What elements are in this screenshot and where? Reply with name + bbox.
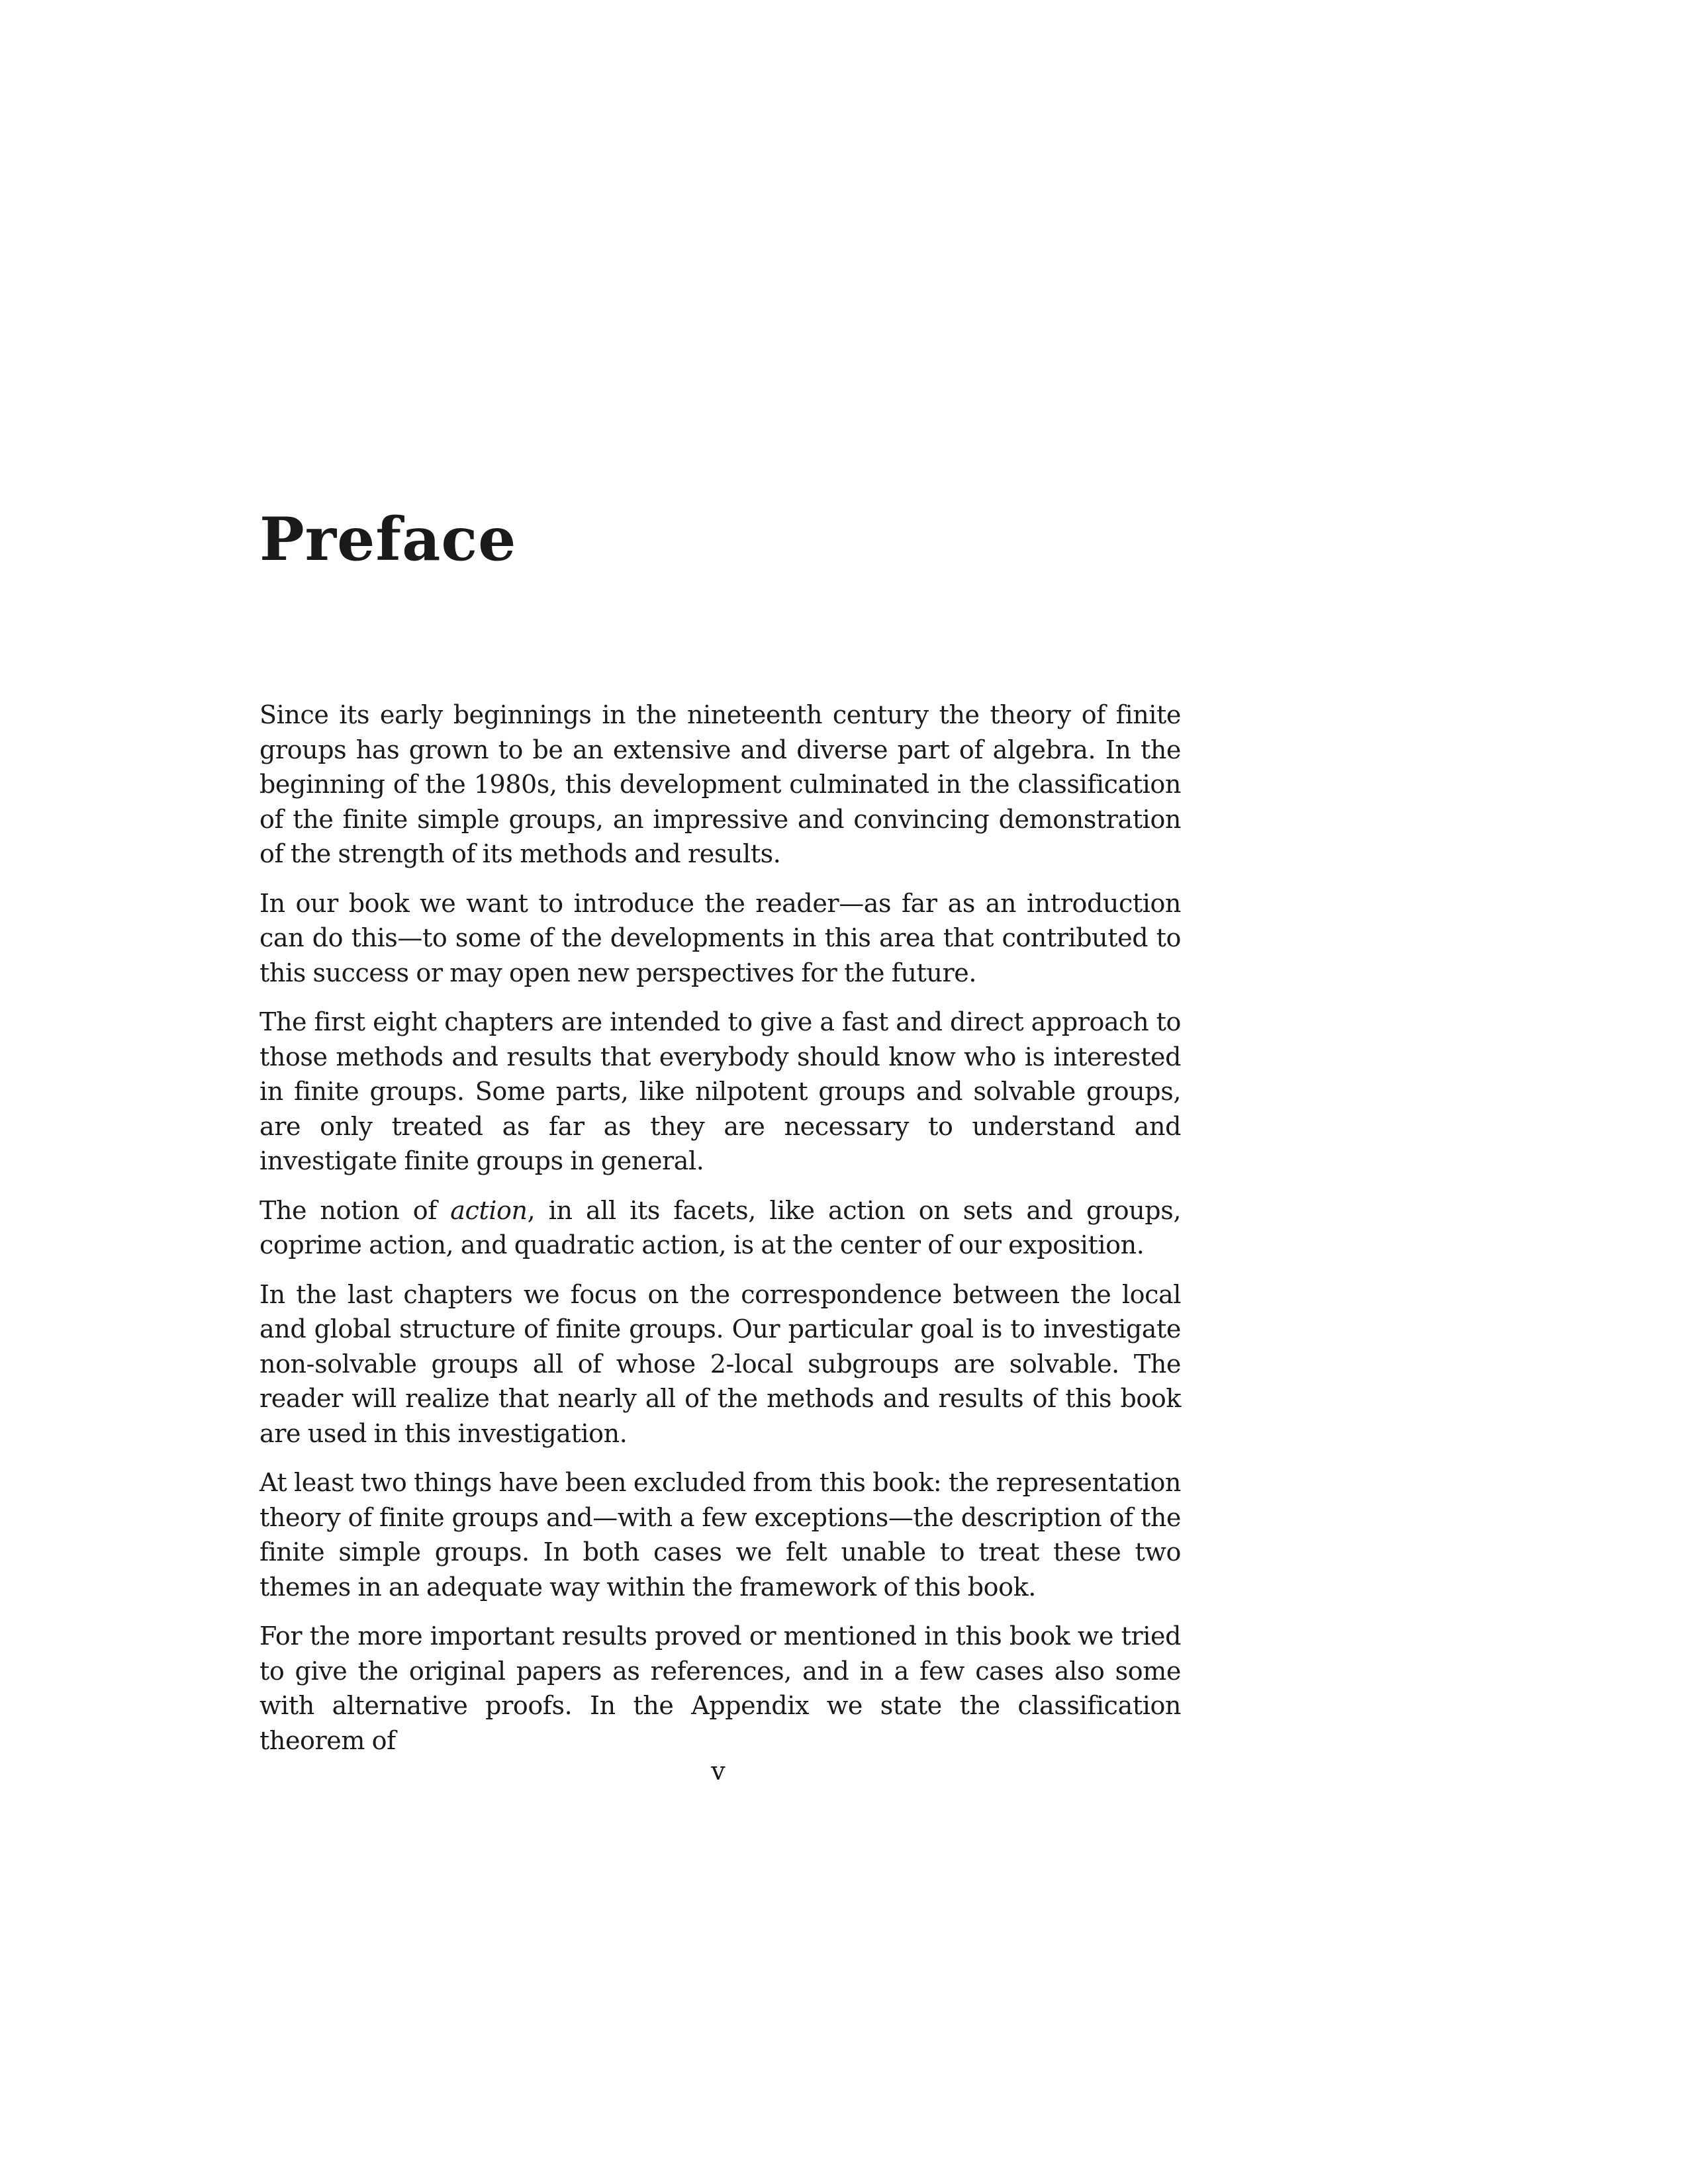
paragraph-1: Since its early beginnings in the nineteenth century the theory of finite groups has grown to be an extensive and diverse part of algebra. In the beginning of the 1980s, this development culminated in the classification of the finite simple groups, an impressive and convincing demonstration of the strength of its methods and results.	[259, 700, 1181, 868]
paragraph-3: The first eight chapters are intended to give a fast and direct approach to those methods and results that everybody should know who is interested in finite groups. Some parts, like nilpotent groups and solvable groups, are only treated as far as they are necessary to understand and investigate finite groups in general.	[259, 1007, 1181, 1175]
paragraph-7: For the more important results proved or mentioned in this book we tried to give the original papers as references, and in a few cases also some with alternative proofs. In the Appendix we state the classification theorem of	[259, 1621, 1181, 1755]
paragraph-4-lead: The notion of	[259, 1195, 451, 1225]
paragraph-2: In our book we want to introduce the reader—as far as an introduction can do this—to some of the developments in this area that contributed to this success or may open new perspectives for the future.	[259, 888, 1181, 987]
emphasis-action: action	[450, 1195, 528, 1225]
paragraph-5: In the last chapters we focus on the correspondence between the local and global structure of finite groups. Our particular goal is to investigate non-solvable groups all of whose 2-local subgroups are solvable. The reader will realize that nearly all of the methods and results of this book are used in this investigation.	[259, 1279, 1181, 1448]
page-number: v	[711, 1756, 726, 1786]
paragraph-6: At least two things have been excluded from this book: the representation theory of finite groups and—with a few exceptions—the description of the finite simple groups. In both cases we felt unable to treat these two themes in an adequate way within the framework of this book.	[259, 1468, 1181, 1602]
page-title: Preface	[259, 504, 517, 574]
preface-body	[259, 698, 1181, 1772]
paragraph-4	[259, 1193, 1181, 1263]
paragraph-4-rest: , in all its facets, like action on sets and groups, coprime action, and quadratic action, is at the center of our exposition.	[259, 1195, 1181, 1259]
